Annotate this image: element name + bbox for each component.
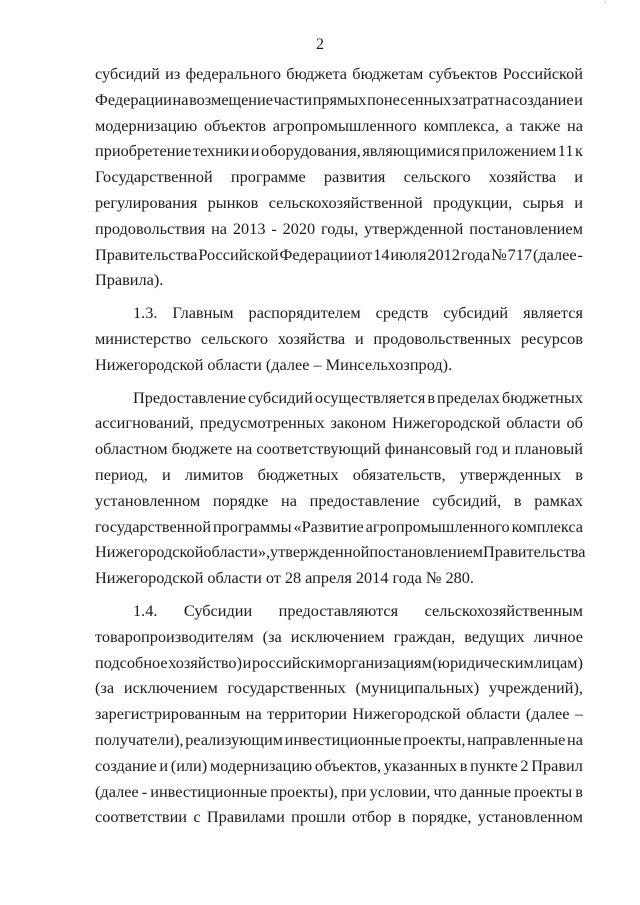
text-line: областном бюджете на соответствующий финансовый год и плановый <box>95 439 583 459</box>
text-line: Федерации на возмещение части прямых понесенных затрат на создание и <box>95 89 583 109</box>
text-line: соответствии с Правилами прошли отбор в порядке, установленном <box>95 807 583 827</box>
text-line: Правительства Российской Федерации от 14 июля 2012 года № 717 (далее - <box>95 244 583 264</box>
text-line: (за исключением государственных (муниципальных) учреждений), <box>95 678 583 698</box>
text-line: Нижегородской области (далее – Минсельхозпрод). <box>95 354 453 374</box>
paragraph-1-4-recipients <box>95 598 583 830</box>
text-line: Предоставление субсидий осуществляется в пределах бюджетных <box>133 387 583 407</box>
text-line: создание и (или) модернизацию объектов, указанных в пункте 2 Правил <box>95 755 583 775</box>
text-line: министерство сельского хозяйства и продовольственных ресурсов <box>95 328 583 348</box>
text-line: 1.4. Субсидии предоставляются сельскохозяйственным <box>133 600 583 620</box>
text-line: Нижегородской области от 28 апреля 2014 года № 280. <box>95 568 474 588</box>
text-line: модернизацию объектов агропромышленного комплекса, а также на <box>95 115 583 135</box>
text-line: продовольствия на 2013 - 2020 годы, утвержденной постановлением <box>95 218 583 238</box>
text-line: приобретение техники и оборудования, являющимися приложением 11 к <box>95 141 583 161</box>
document-body <box>95 61 586 830</box>
paragraph-subsidy-provision <box>95 385 586 591</box>
text-line: установленном порядке на предоставление субсидий, в рамках <box>95 490 583 510</box>
paragraph-1-3-main-administrator <box>95 300 583 377</box>
text-line: товаропроизводителям (за исключением граждан, ведущих личное <box>95 626 583 646</box>
text-line: получатели), реализующим инвестиционные проекты, направленные на <box>95 729 583 749</box>
text-line: период, и лимитов бюджетных обязательств, утвержденных в <box>95 464 583 484</box>
paragraph-rules-reference <box>95 61 583 293</box>
text-line: государственной программы «Развитие агропромышленного комплекса <box>95 516 583 536</box>
text-line: подсобное хозяйство) и российским организациям (юридическим лицам) <box>95 652 583 672</box>
text-line: (далее - инвестиционные проекты), при условии, что данные проекты в <box>95 781 583 801</box>
text-line: зарегистрированным на территории Нижегородской области (далее – <box>95 704 583 724</box>
corner-scan-mark: ''' <box>604 0 606 9</box>
text-line: 1.3. Главным распорядителем средств субсидий является <box>133 303 583 323</box>
text-line: Правила). <box>95 270 164 290</box>
text-line: регулирования рынков сельскохозяйственной продукции, сырья и <box>95 192 583 212</box>
text-line: Государственной программе развития сельского хозяйства и <box>95 167 583 187</box>
text-line: ассигнований, предусмотренных законом Нижегородской области об <box>95 413 583 433</box>
text-line: Нижегородской области», утвержденной постановлением Правительства <box>95 542 586 562</box>
page-number: 2 <box>316 36 324 53</box>
text-line: субсидий из федерального бюджета бюджетам субъектов Российской <box>95 64 583 83</box>
